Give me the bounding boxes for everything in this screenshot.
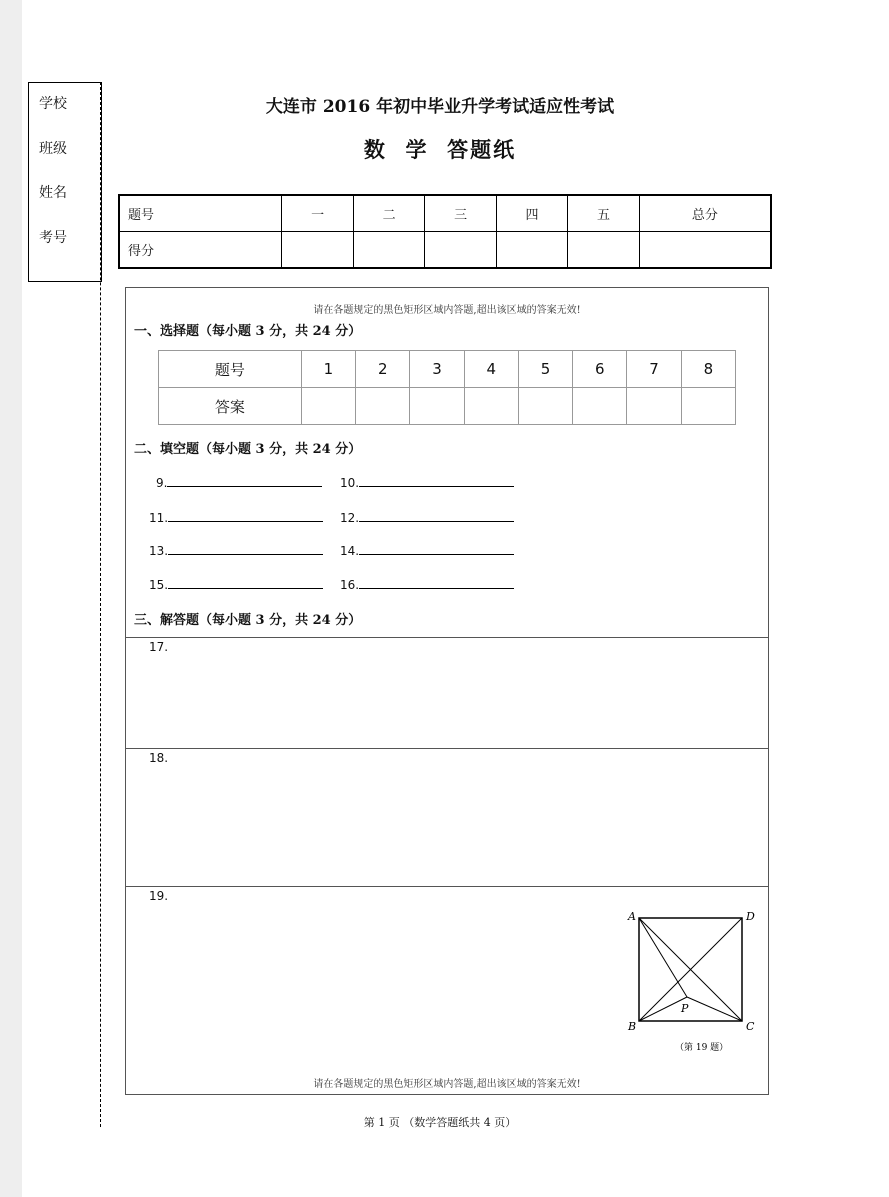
answer-line[interactable] (359, 474, 514, 487)
answer-line[interactable] (167, 474, 322, 487)
fill-blank-9[interactable]: 9. (156, 474, 322, 490)
choice-answer-label: 答案 (159, 388, 302, 425)
square-figure (621, 903, 766, 1063)
segment-cp (687, 997, 742, 1021)
fill-blank-14[interactable]: 14. (340, 542, 514, 558)
question-number: 19. (149, 889, 169, 903)
answer-line[interactable] (359, 542, 514, 555)
answer-line[interactable] (168, 542, 323, 555)
answer-line[interactable] (168, 576, 323, 589)
choice-answer-cell[interactable] (410, 388, 464, 425)
score-cell[interactable] (496, 232, 567, 269)
bottom-notice: 请在各题规定的黑色矩形区域内答题,超出该区域的答案无效! (313, 1079, 581, 1090)
score-cell[interactable] (282, 232, 353, 269)
score-cell[interactable] (425, 232, 496, 269)
figure-caption: （第 19 题） (675, 1043, 729, 1053)
choice-number: 1 (301, 351, 355, 388)
choice-header-label: 题号 (159, 351, 302, 388)
binding-dashed-line (100, 82, 101, 1127)
choice-answer-cell[interactable] (627, 388, 681, 425)
score-table (118, 194, 772, 269)
fill-blank-12[interactable]: 12. (340, 509, 514, 525)
segment-ap (639, 918, 687, 997)
score-col-3: 三 (425, 195, 496, 232)
top-notice: 请在各题规定的黑色矩形区域内答题,超出该区域的答案无效! (313, 305, 581, 316)
question-number: 18. (149, 751, 169, 765)
score-cell[interactable] (639, 232, 771, 269)
score-col-2: 二 (353, 195, 424, 232)
class-label: 班级 (39, 141, 67, 157)
score-cell[interactable] (568, 232, 639, 269)
label-c: C (746, 1020, 755, 1033)
answer-region (125, 287, 769, 1095)
label-p: P (681, 1002, 689, 1015)
label-a: A (628, 910, 636, 923)
label-d: D (746, 910, 755, 923)
segment-bp (639, 997, 687, 1021)
choice-answer-cell[interactable] (464, 388, 518, 425)
score-cell[interactable] (353, 232, 424, 269)
choice-number: 8 (681, 351, 735, 388)
section3-title: 三、解答题（每小题 3 分，共 24 分） (134, 613, 362, 628)
choice-answer-cell[interactable] (573, 388, 627, 425)
section2-title: 二、填空题（每小题 3 分，共 24 分） (134, 442, 362, 457)
sheet-subtitle: 数 学 答题纸 (363, 137, 517, 162)
student-info-box (28, 82, 102, 282)
page-footer: 第 1 页 （数学答题纸共 4 页） (363, 1116, 517, 1129)
choice-number: 7 (627, 351, 681, 388)
fill-blank-15[interactable]: 15. (149, 576, 323, 592)
choice-number: 6 (573, 351, 627, 388)
answer-line[interactable] (359, 576, 514, 589)
choice-number: 5 (518, 351, 572, 388)
score-col-5: 五 (568, 195, 639, 232)
choice-number: 4 (464, 351, 518, 388)
answer-line[interactable] (359, 509, 514, 522)
choice-answer-cell[interactable] (301, 388, 355, 425)
score-col-4: 四 (496, 195, 567, 232)
choice-number: 2 (356, 351, 410, 388)
choice-answer-table (158, 350, 736, 425)
exam-number-label: 考号 (39, 230, 67, 246)
score-col-total: 总分 (639, 195, 771, 232)
answer-line[interactable] (168, 509, 323, 522)
fill-blank-13[interactable]: 13. (149, 542, 323, 558)
name-label: 姓名 (39, 185, 67, 201)
score-col-1: 一 (282, 195, 353, 232)
score-row-label: 得分 (119, 232, 282, 269)
fill-blank-11[interactable]: 11. (149, 509, 323, 525)
answer-box-17[interactable] (126, 637, 768, 749)
score-table-header-label: 题号 (119, 195, 282, 232)
fill-blank-10[interactable]: 10. (340, 474, 514, 490)
label-b: B (628, 1020, 637, 1033)
choice-answer-cell[interactable] (518, 388, 572, 425)
choice-answer-cell[interactable] (681, 388, 735, 425)
choice-answer-cell[interactable] (356, 388, 410, 425)
school-label: 学校 (39, 96, 67, 112)
exam-title: 大连市 2016 年初中毕业升学考试适应性考试 (265, 97, 615, 117)
section1-title: 一、选择题（每小题 3 分，共 24 分） (134, 324, 362, 339)
fill-blank-16[interactable]: 16. (340, 576, 514, 592)
answer-box-18[interactable] (126, 748, 768, 887)
choice-number: 3 (410, 351, 464, 388)
question-number: 17. (149, 640, 169, 654)
